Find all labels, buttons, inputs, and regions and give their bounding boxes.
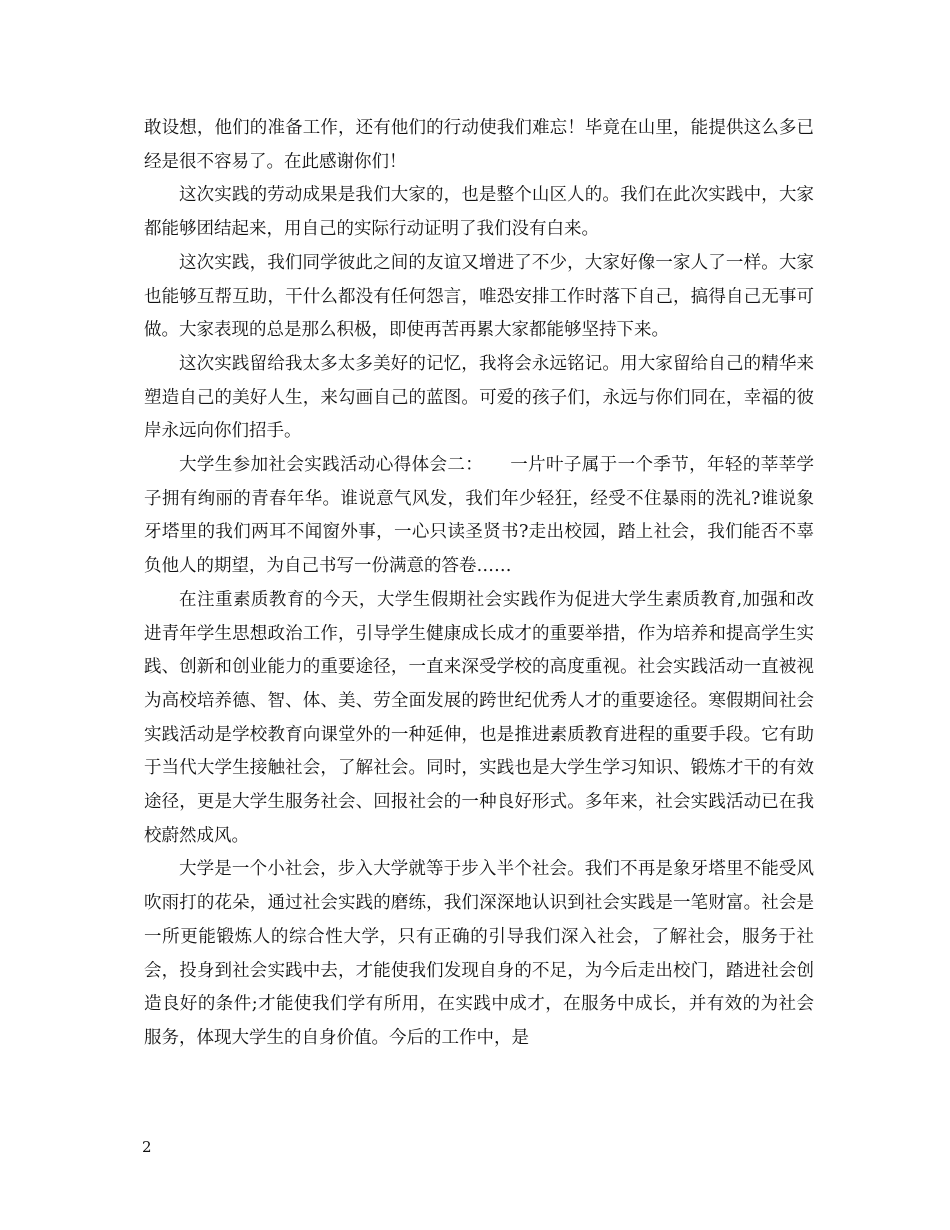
paragraph: 大学生参加社会实践活动心得体会二： 一片叶子属于一个季节，年轻的莘莘学子拥有绚丽的青春年华。谁说意气风发，我们年少轻狂，经受不住暴雨的洗礼?谁说象牙塔里的我们两耳不闻窗外事，一心只读圣贤书?走出校园，踏上社会，我们能否不辜负他人的期望，为自己书写一份满意的答卷…… [144,455,814,577]
paragraph-continuation: 敢设想，他们的准备工作，还有他们的行动使我们难忘！毕竟在山里，能提供这么多已经是很不容易了。在此感谢你们！ [144,118,814,172]
paragraph: 大学是一个小社会，步入大学就等于步入半个社会。我们不再是象牙塔里不能受风吹雨打的花朵，通过社会实践的磨练，我们深深地认识到社会实践是一笔财富。社会是一所更能锻炼人的综合性大学，只有正确的引导我们深入社会，了解社会，服务于社会，投身到社会实践中去，才能使我们发现自身的不足，为今后走出校门，踏进社会创造良好的条件;才能使我们学有所用，在实践中成才，在服务中成长，并有效的为社会服务，体现大学生的自身价值。今后的工作中，是 [144,859,814,1048]
paragraph: 这次实践的劳动成果是我们大家的，也是整个山区人的。我们在此次实践中，大家都能够团结起来，用自己的实际行动证明了我们没有白来。 [144,185,814,240]
paragraph: 这次实践，我们同学彼此之间的友谊又增进了不少，大家好像一家人了一样。大家也能够互帮互助，干什么都没有任何怨言，唯恐安排工作时落下自己，搞得自己无事可做。大家表现的总是那么积极，即使再苦再累大家都能够坚持下来。 [144,252,814,341]
paragraph: 在注重素质教育的今天，大学生假期社会实践作为促进大学生素质教育,加强和改进青年学生思想政治工作，引导学生健康成长成才的重要举措，作为培养和提高学生实践、创新和创业能力的重要途径，一直来深受学校的高度重视。社会实践活动一直被视为高校培养德、智、体、美、劳全面发展的跨世纪优秀人才的重要途径。寒假期间社会实践活动是学校教育向课堂外的一种延伸，也是推进素质教育进程的重要手段。它有助于当代大学生接触社会，了解社会。同时，实践也是大学生学习知识、锻炼才干的有效途径，更是大学生服务社会、回报社会的一种良好形式。多年来，社会实践活动已在我校蔚然成风。 [144,589,814,846]
body-text [144,112,814,1056]
paragraph: 这次实践留给我太多太多美好的记忆，我将会永远铭记。用大家留给自己的精华来塑造自己的美好人生，来勾画自己的蓝图。可爱的孩子们，永远与你们同在，幸福的彼岸永远向你们招手。 [144,353,814,442]
page-number: 2 [142,1138,152,1156]
